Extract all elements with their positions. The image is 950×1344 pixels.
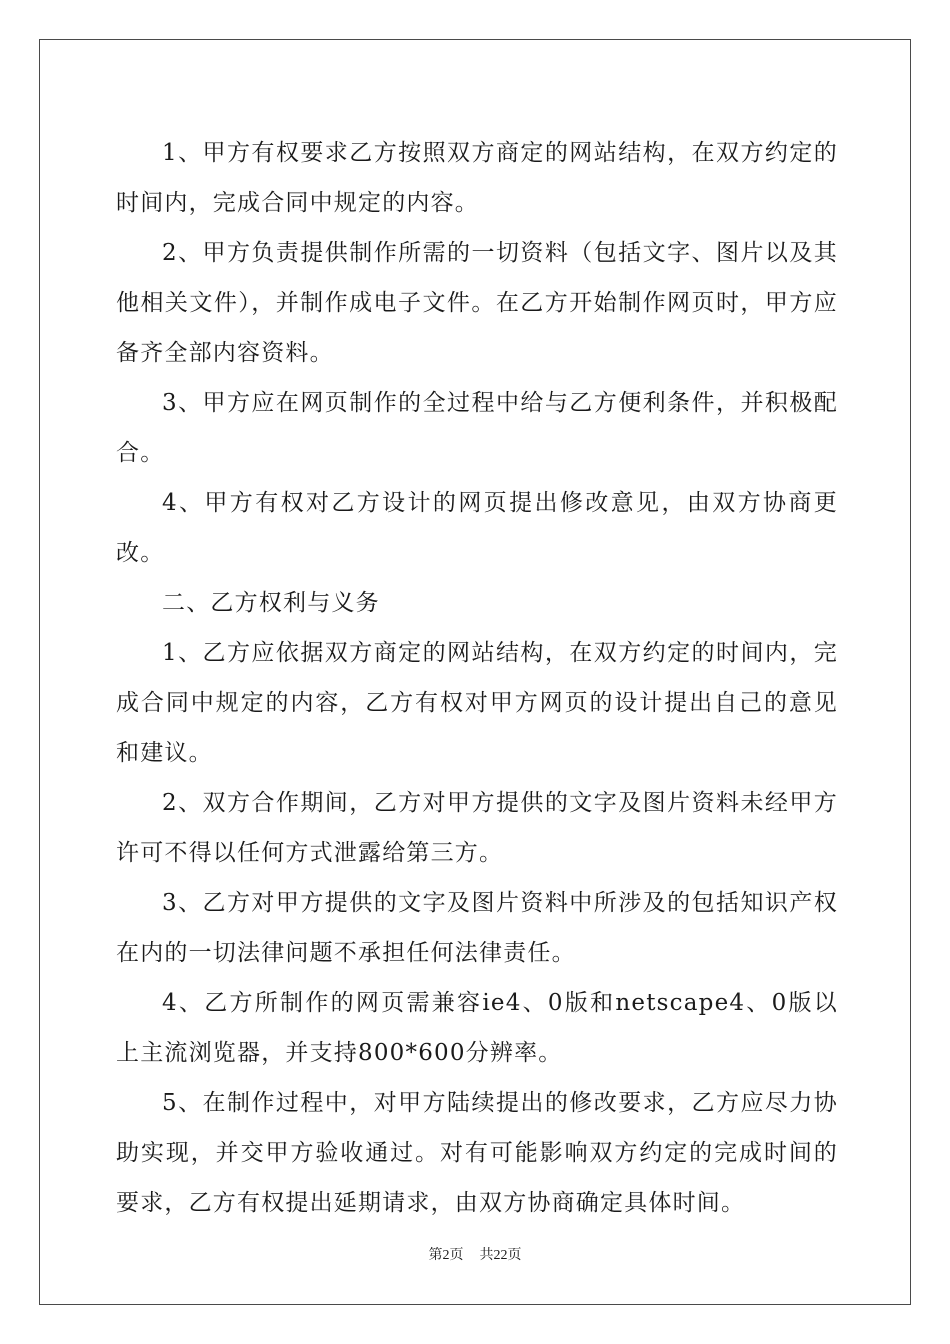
section-heading-party-b: 二、乙方权利与义务 xyxy=(162,590,380,616)
page-total: 共22页 xyxy=(479,1248,522,1263)
paragraph-party-b-2: 2、双方合作期间，乙方对甲方提供的文字及图片资料未经甲方许可不得以任何方式泄露给第三方。 xyxy=(116,790,838,866)
paragraph-party-a-3: 3、甲方应在网页制作的全过程中给与乙方便利条件，并积极配合。 xyxy=(116,390,838,466)
paragraph-party-b-1: 1、乙方应依据双方商定的网站结构，在双方约定的时间内，完成合同中规定的内容，乙方有权对甲方网页的设计提出自己的意见和建议。 xyxy=(116,640,838,766)
paragraph-party-a-2: 2、甲方负责提供制作所需的一切资料（包括文字、图片以及其他相关文件），并制作成电子文件。在乙方开始制作网页时，甲方应备齐全部内容资料。 xyxy=(116,240,838,366)
paragraph-party-a-4: 4、甲方有权对乙方设计的网页提出修改意见，由双方协商更改。 xyxy=(116,490,838,566)
paragraph-party-b-5: 5、在制作过程中，对甲方陆续提出的修改要求，乙方应尽力协助实现，并交甲方验收通过。对有可能影响双方约定的完成时间的要求，乙方有权提出延期请求，由双方协商确定具体时间。 xyxy=(116,1090,838,1216)
paragraph-party-b-4: 4、乙方所制作的网页需兼容ie4、0版和netscape4、0版以上主流浏览器，并支持800*600分辨率。 xyxy=(116,990,838,1066)
paragraph-party-a-1: 1、甲方有权要求乙方按照双方商定的网站结构，在双方约定的时间内，完成合同中规定的内容。 xyxy=(116,140,838,216)
page-number: 第2页 xyxy=(428,1248,464,1263)
document-body xyxy=(116,128,838,1228)
page-footer xyxy=(0,1246,950,1266)
paragraph-party-b-3: 3、乙方对甲方提供的文字及图片资料中所涉及的包括知识产权在内的一切法律问题不承担任何法律责任。 xyxy=(116,890,838,966)
